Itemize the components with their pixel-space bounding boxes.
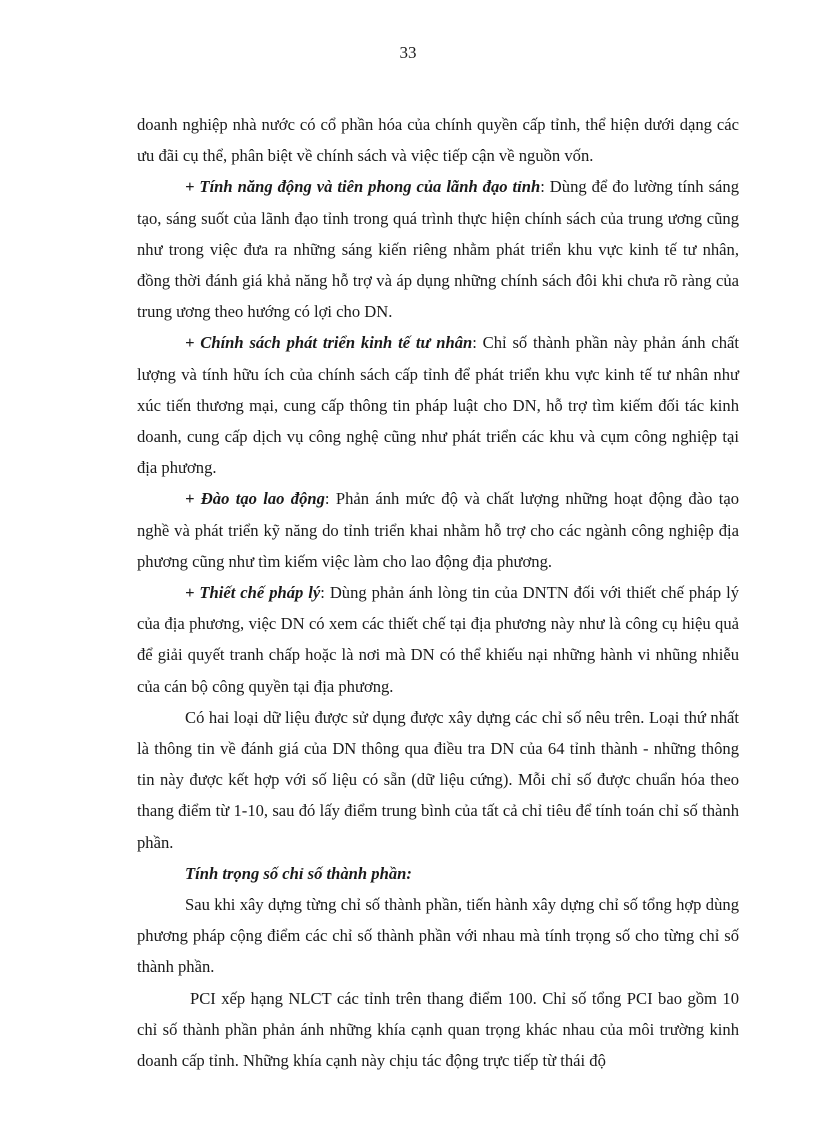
paragraph-private-sector-policy (137, 327, 739, 483)
document-body (137, 109, 739, 1076)
paragraph-text: PCI xếp hạng NLCT các tỉnh trên thang điểm 100. Chỉ số tổng PCI bao gồm 10 chỉ số thành phần phản ánh những khía cạnh quan trọng khác nhau của môi trường kinh doanh cấp tỉnh. Những khía cạnh này chịu tác động trực tiếp từ thái độ (137, 988, 739, 1071)
paragraph-heading: + Đào tạo lao động (185, 489, 325, 509)
paragraph-heading: + Chính sách phát triển kinh tế tư nhân (185, 333, 473, 353)
paragraph-text: : Dùng để đo lường tính sáng tạo, sáng suốt của lãnh đạo tỉnh trong quá trình thực hiện chính sách của trung ương cũng như trong việc đưa ra những sáng kiến riêng nhằm phát triển khu vực kinh tế tư nhân, đồng thời đánh giá khả năng hỗ trợ và áp dụng những chính sách đôi khi chưa rõ ràng của trung ương theo hướng có lợi cho DN. (137, 177, 739, 322)
paragraph-legal-institutions (137, 577, 739, 702)
page-number: 33 (399, 43, 417, 62)
paragraph-heading: Tính trọng số chỉ số thành phần: (185, 863, 412, 883)
paragraph-text: : Chỉ số thành phần này phản ánh chất lượng và tính hữu ích của chính sách cấp tỉnh để phát triển khu vực kinh tế tư nhân như xúc tiến thương mại, cung cấp thông tin pháp luật cho DN, hỗ trợ tìm kiếm đối tác kinh doanh, cung cấp dịch vụ công nghệ cũng như phát triển các khu và cụm công nghiệp tại địa phương. (137, 333, 739, 478)
paragraph-provincial-leadership (137, 171, 739, 327)
paragraph-labor-training (137, 483, 739, 577)
paragraph-heading: + Thiết chế pháp lý (185, 583, 321, 603)
paragraph-text: : Dùng phản ánh lòng tin của DNTN đối với thiết chế pháp lý của địa phương, việc DN có xem các thiết chế tại địa phương này như là công cụ hiệu quả để giải quyết tranh chấp hoặc là nơi mà DN có thể khiếu nại những hành vi nhũng nhiễu của cán bộ công quyền tại địa phương. (137, 583, 739, 696)
paragraph-text: doanh nghiệp nhà nước có cổ phần hóa của chính quyền cấp tỉnh, thể hiện dưới dạng các ưu đãi cụ thể, phân biệt về chính sách và việc tiếp cận về nguồn vốn. (137, 115, 739, 166)
paragraph-text: Có hai loại dữ liệu được sử dụng được xây dựng các chỉ số nêu trên. Loại thứ nhất là thông tin về đánh giá của DN thông qua điều tra DN của 64 tỉnh thành - những thông tin này được kết hợp với số liệu có sẵn (dữ liệu cứng). Mỗi chỉ số được chuẩn hóa theo thang điểm từ 1-10, sau đó lấy điểm trung bình của tất cả chỉ tiêu để tính toán chỉ số thành phần. (137, 707, 739, 852)
paragraph-pci-ranking (137, 983, 739, 1077)
paragraph-continuation (137, 109, 739, 171)
paragraph-text: : Phản ánh mức độ và chất lượng những hoạt động đào tạo nghề và phát triển kỹ năng do tỉnh triển khai nhằm hỗ trợ cho các ngành công nghiệp địa phương cũng như tìm kiếm việc làm cho lao động địa phương. (137, 489, 739, 571)
paragraph-data-sources (137, 702, 739, 858)
paragraph-composite-index (137, 889, 739, 983)
paragraph-text: Sau khi xây dựng từng chỉ số thành phần, tiến hành xây dựng chỉ số tổng hợp dùng phương pháp cộng điểm các chỉ số thành phần với nhau mà tính trọng số cho từng chỉ số thành phần. (137, 895, 739, 977)
paragraph-heading: + Tính năng động và tiên phong của lãnh đạo tỉnh (185, 177, 541, 197)
section-heading-weights (137, 858, 739, 889)
